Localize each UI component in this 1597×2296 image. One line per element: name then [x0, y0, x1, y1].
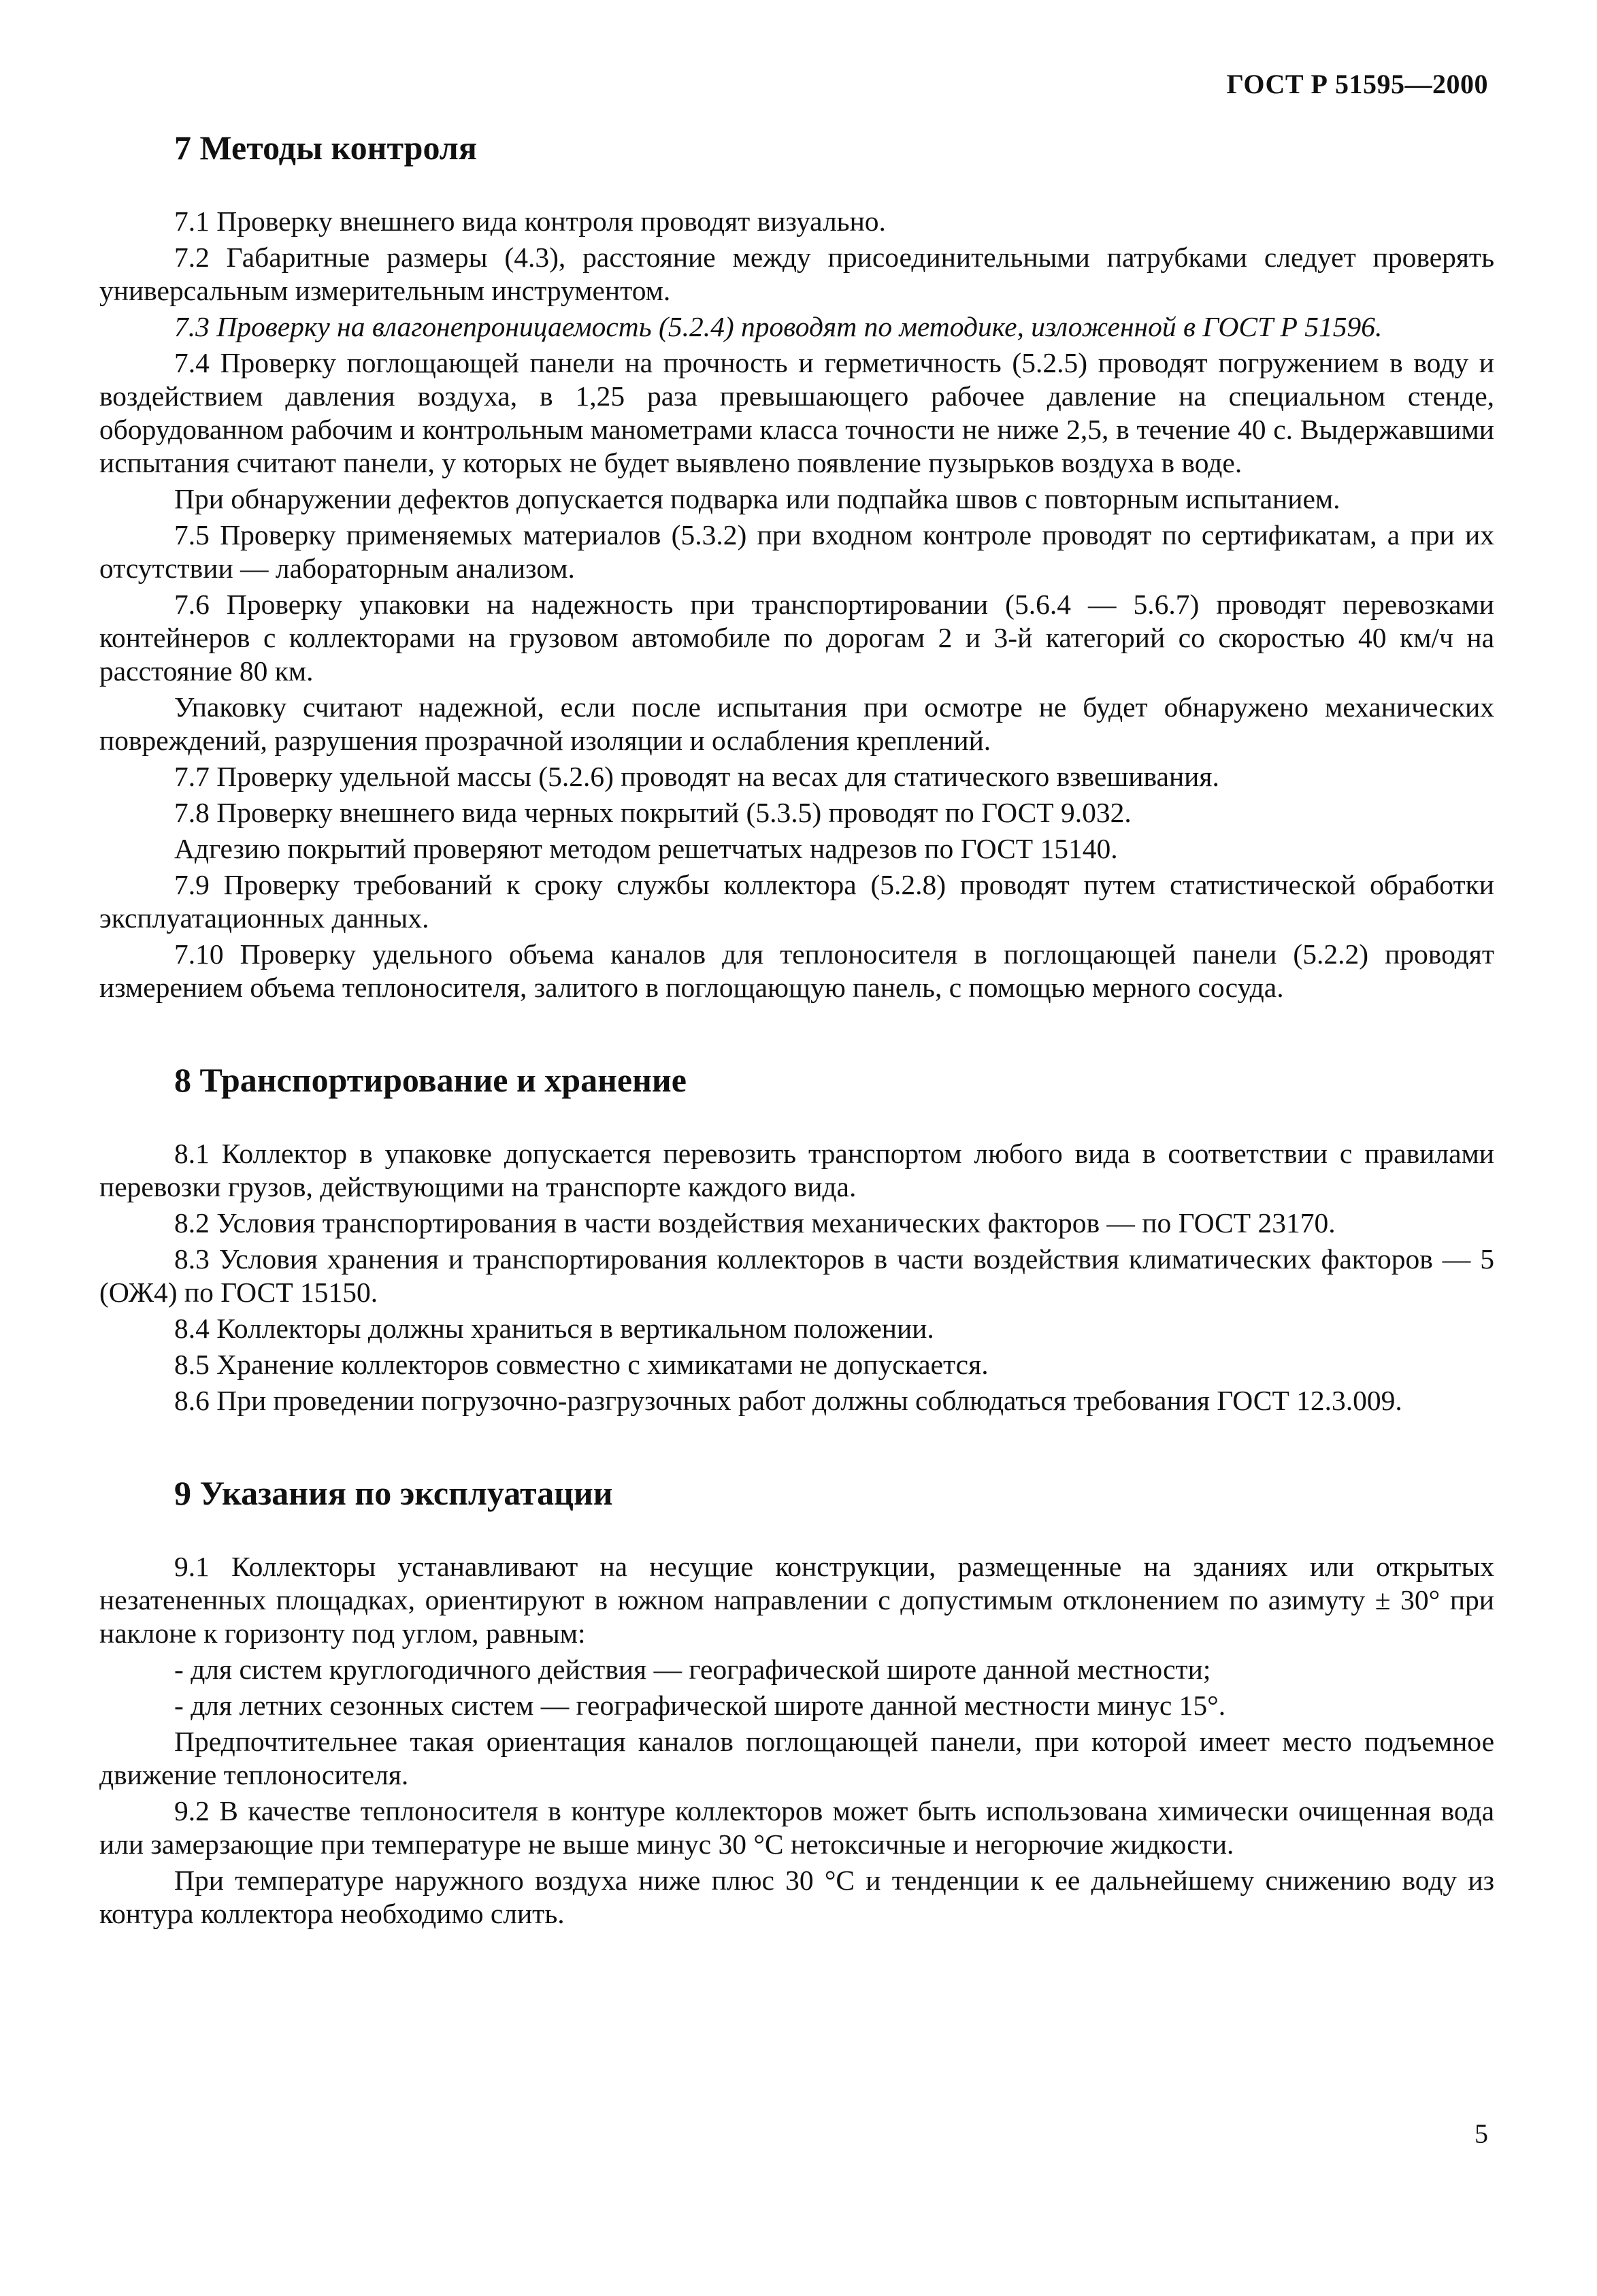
- paragraph-7-1: 7.1 Проверку внешнего вида контроля проводят визуально.: [174, 206, 886, 237]
- section-8-transport-storage: [99, 1062, 1494, 1417]
- paragraph-7-2: 7.2 Габаритные размеры (4.3), расстояние между присоединительными патрубками следует проверять универсальным измерительным инструментом.: [99, 242, 1494, 306]
- paragraph-8-4: 8.4 Коллекторы должны храниться в вертикальном положении.: [174, 1313, 934, 1344]
- paragraph-7-8: 7.8 Проверку внешнего вида черных покрытий (5.3.5) проводят по ГОСТ 9.032.: [174, 797, 1132, 828]
- document-code-header: ГОСТ Р 51595—2000: [1226, 69, 1488, 99]
- paragraph-7-7: 7.7 Проверку удельной массы (5.2.6) проводят на весах для статического взвешивания.: [174, 761, 1219, 792]
- paragraph-7-3: 7.3 Проверку на влагонепроницаемость (5.2.4) проводят по методике, изложенной в ГОСТ Р 51596.: [174, 311, 1383, 342]
- section-title: 7 Методы контроля: [174, 129, 477, 167]
- section-title: 9 Указания по эксплуатации: [174, 1474, 613, 1512]
- section-9-operation-instructions: [99, 1475, 1494, 1931]
- list-item: - для летних сезонных систем — географической широте данной местности минус 15°.: [174, 1690, 1226, 1721]
- paragraph-7-5: 7.5 Проверку применяемых материалов (5.3.2) при входном контроле проводят по сертификатам, а при их отсутствии — лабораторным анализом.: [99, 519, 1494, 584]
- paragraph-7-10: 7.10 Проверку удельного объема каналов для теплоносителя в поглощающей панели (5.2.2) проводят измерением объема теплоносителя, залитого в поглощающую панель, с помощью мерного сосуда.: [99, 938, 1494, 1003]
- paragraph-7-9: 7.9 Проверку требований к сроку службы коллектора (5.2.8) проводят путем статистической обработки эксплуатационных данных.: [99, 869, 1494, 934]
- paragraph-7-6-packaging: Упаковку считают надежной, если после испытания при осмотре не будет обнаружено механических повреждений, разрушения прозрачной изоляции и ослабления креплений.: [99, 691, 1494, 756]
- paragraph-9-2-drain: При температуре наружного воздуха ниже плюс 30 °С и тенденции к ее дальнейшему снижению воду из контура коллектора необходимо слить.: [99, 1865, 1494, 1929]
- paragraph-8-5: 8.5 Хранение коллекторов совместно с химикатами не допускается.: [174, 1349, 989, 1380]
- section-title: 8 Транспортирование и хранение: [174, 1061, 687, 1099]
- paragraph-9-1-orientation: Предпочтительнее такая ориентация каналов поглощающей панели, при которой имеет место подъемное движение теплоносителя.: [99, 1726, 1494, 1790]
- section-7-control-methods: [99, 129, 1494, 1004]
- list-item: - для систем круглогодичного действия — географической широте данной местности;: [174, 1654, 1211, 1685]
- paragraph-8-3: 8.3 Условия хранения и транспортирования коллекторов в части воздействия климатических факторов — 5 (ОЖ4) по ГОСТ 15150.: [99, 1243, 1494, 1308]
- page-number: 5: [1475, 2118, 1488, 2149]
- paragraph-8-2: 8.2 Условия транспортирования в части воздействия механических факторов — по ГОСТ 23170.: [174, 1207, 1336, 1239]
- paragraph-7-4-defects: При обнаружении дефектов допускается подварка или подпайка швов с повторным испытанием.: [174, 483, 1340, 514]
- page-content: [99, 129, 1494, 1988]
- paragraph-7-6: 7.6 Проверку упаковки на надежность при транспортировании (5.6.4 — 5.6.7) проводят перевозками контейнеров с коллекторами на грузовом автомобиле по дорогам 2 и 3-й категорий со скоростью 40 км/ч на расстояние 80 км.: [99, 589, 1494, 687]
- paragraph-7-4: 7.4 Проверку поглощающей панели на прочность и герметичность (5.2.5) проводят погружением в воду и воздействием давления воздуха, в 1,25 раза превышающего рабочее давление на специальном стенде, оборудованном рабочим и контрольным манометрами класса точности не ниже 2,5, в течение 40 с. Выдержавшими испытания считают панели, у которых не будет выявлено появление пузырьков воздуха в воде.: [99, 347, 1494, 478]
- paragraph-8-6: 8.6 При проведении погрузочно-разгрузочных работ должны соблюдаться требования ГОСТ 12.3.009.: [174, 1385, 1402, 1416]
- paragraph-9-2: 9.2 В качестве теплоносителя в контуре коллекторов может быть использована химически очищенная вода или замерзающие при температуре не выше минус 30 °С нетоксичные и негорючие жидкости.: [99, 1795, 1494, 1860]
- paragraph-7-8-adhesion: Адгезию покрытий проверяют методом решетчатых надрезов по ГОСТ 15140.: [174, 833, 1118, 864]
- paragraph-8-1: 8.1 Коллектор в упаковке допускается перевозить транспортом любого вида в соответствии с правилами перевозки грузов, действующими на транспорте каждого вида.: [99, 1138, 1494, 1202]
- paragraph-9-1: 9.1 Коллекторы устанавливают на несущие конструкции, размещенные на зданиях или открытых незатененных площадках, ориентируют в южном направлении с допустимым отклонением по азимуту ± 30° при наклоне к горизонту под углом, равным:: [99, 1551, 1494, 1649]
